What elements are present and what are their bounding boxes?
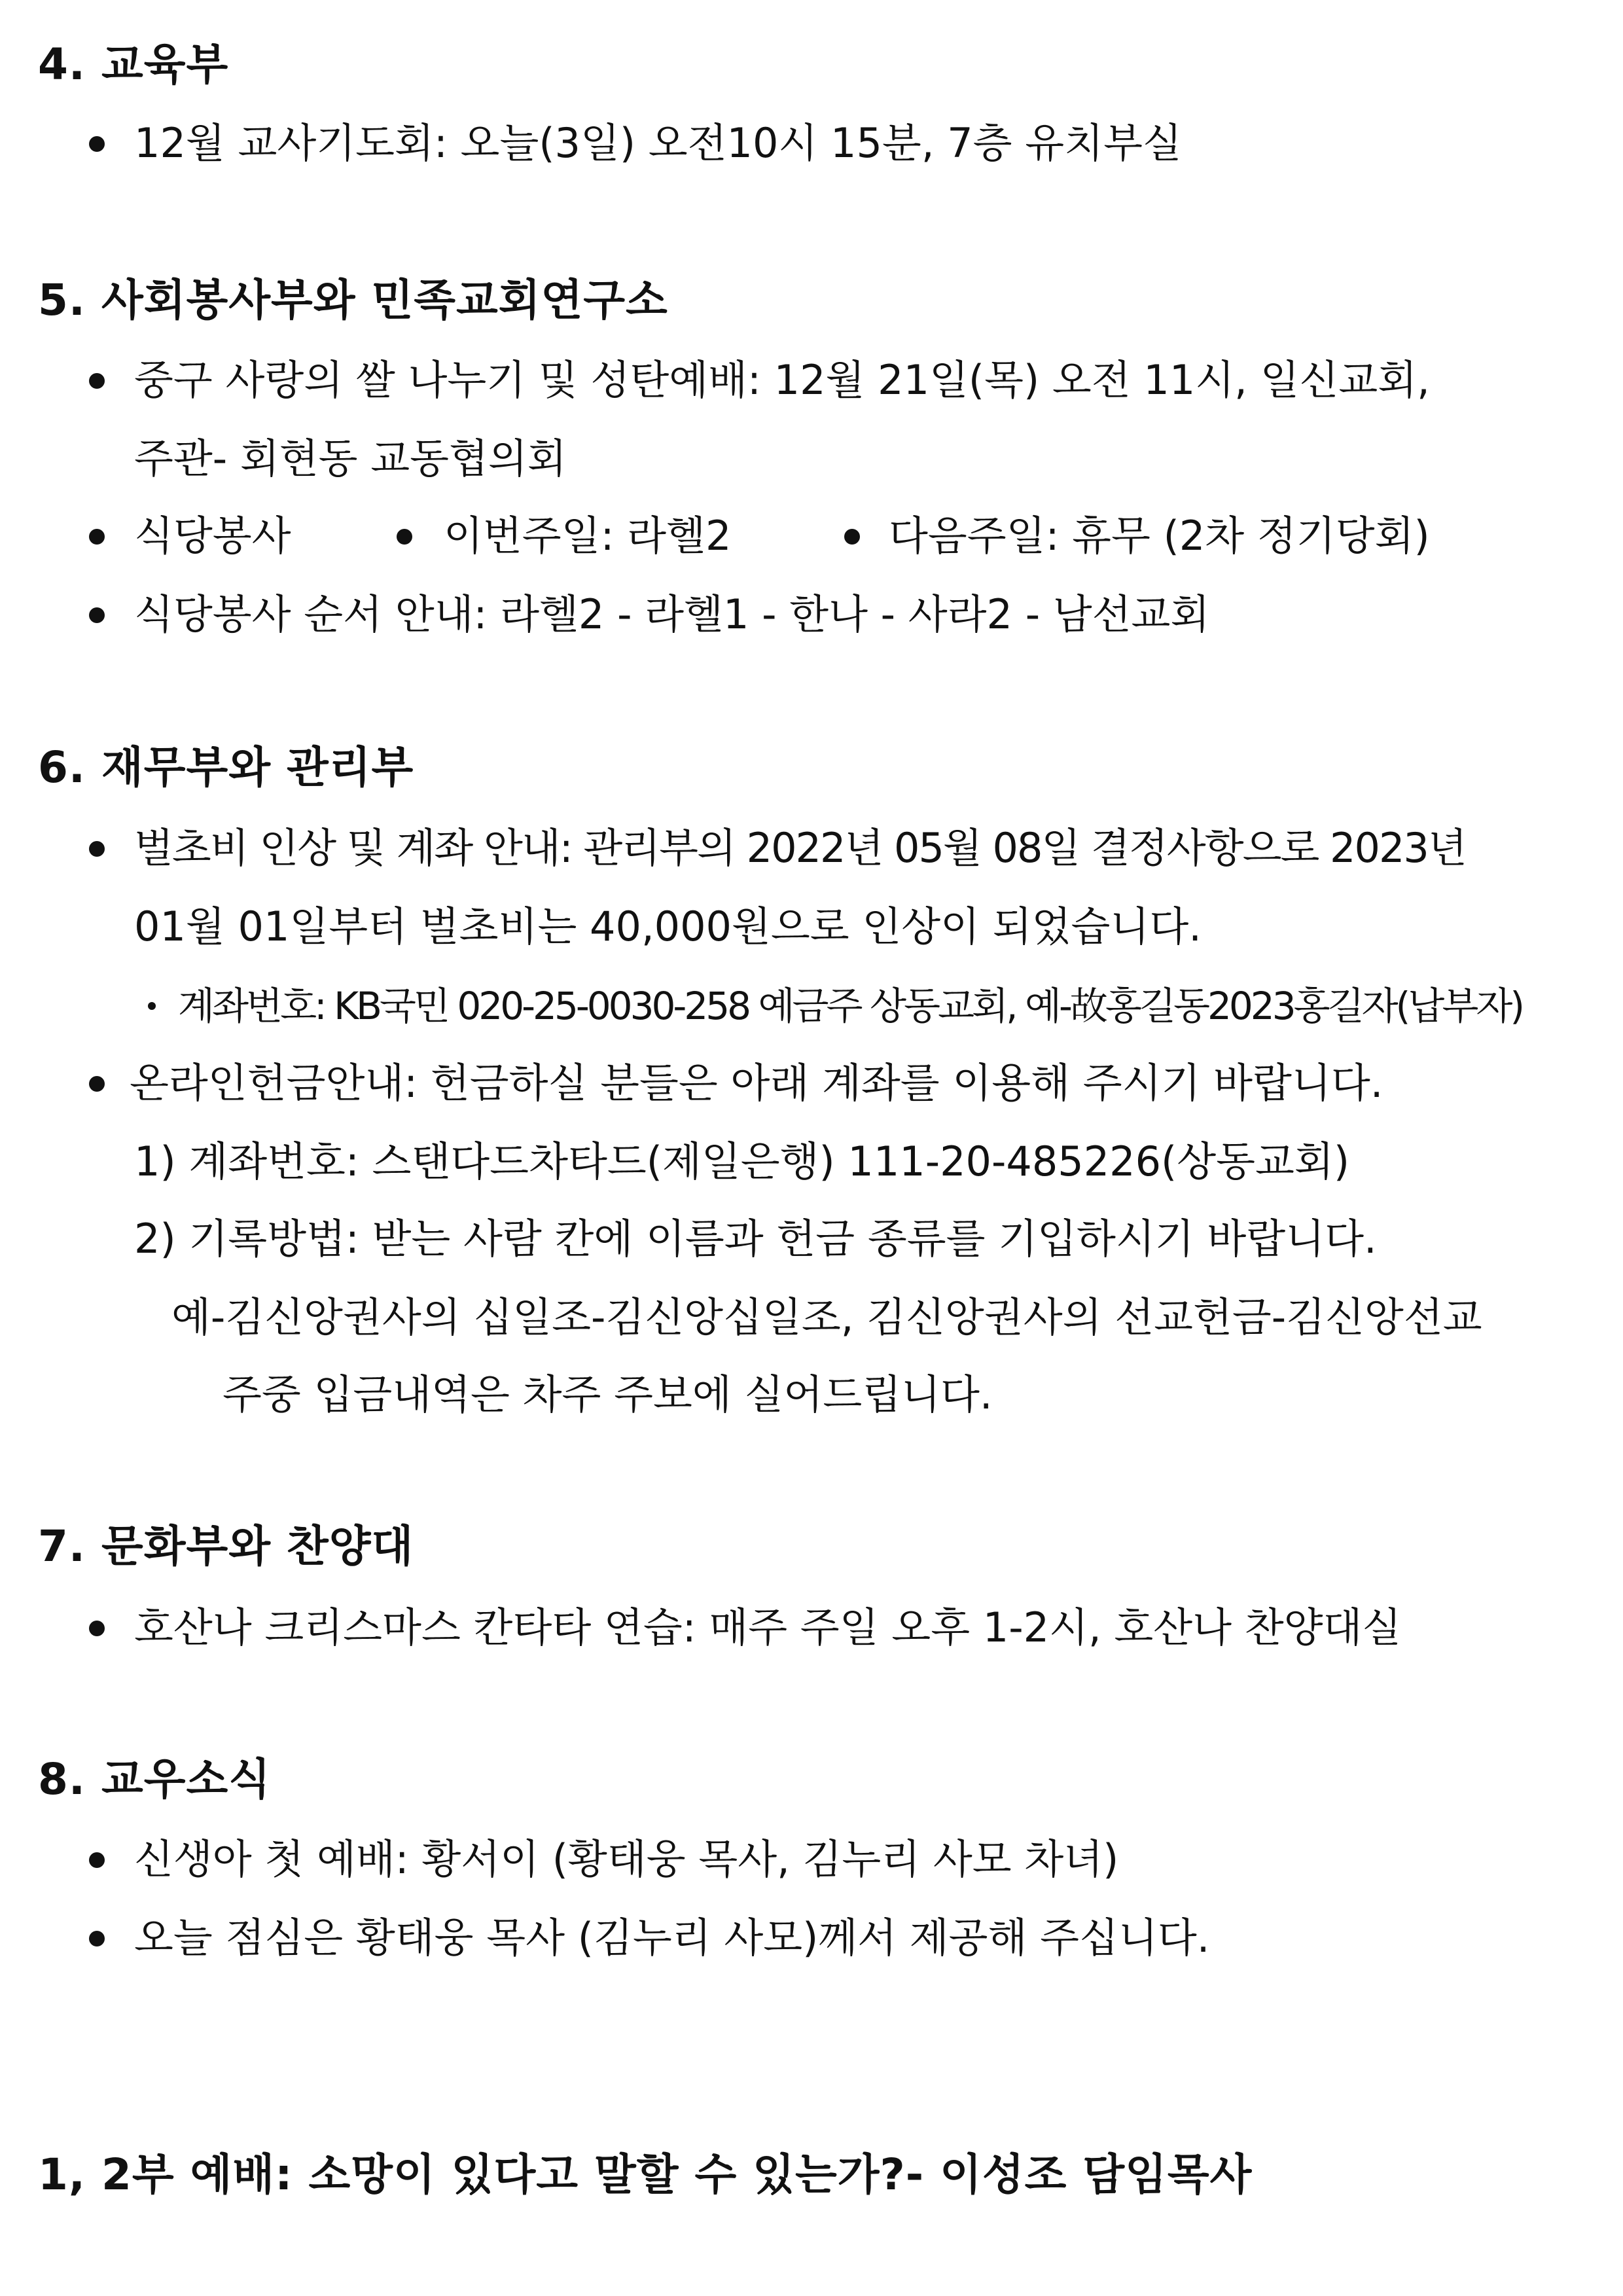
bullet: [89, 1621, 105, 1636]
offering-account-line: 1) 계좌번호: 스탠다드차타드(제일은행) 111-20-485226(상동교회): [134, 1138, 1350, 1185]
offering-example-line: 예-김신앙권사의 십일조-김신앙십일조, 김신앙권사의 선교헌금-김신앙선교: [171, 1293, 1482, 1341]
bullet: [844, 529, 860, 545]
offering-method-line: 2) 기록방법: 받는 사람 칸에 이름과 헌금 종류를 기입하시기 바랍니다.: [134, 1215, 1377, 1263]
cantata-practice-line: 호산나 크리스마스 칸타타 연습: 매주 주일 오후 1-2시, 호산나 찬양대실: [134, 1604, 1402, 1651]
fee-notice-line: 벌초비 인상 및 계좌 안내: 관리부의 2022년 05월 08일 결정사항으로 2023년: [134, 824, 1466, 872]
bullet: [89, 607, 105, 623]
education-prayer-line: 12월 교사기도회: 오늘(3일) 오전10시 15분, 7층 유치부실: [134, 119, 1182, 167]
section-heading-finance: 6. 재무부와 관리부: [38, 742, 414, 793]
rice-sharing-line: 중구 사랑의 쌀 나누기 및 성탄예배: 12월 21일(목) 오전 11시, 일신교회,: [134, 356, 1430, 404]
this-week-service: 이번주일: 라헬2: [444, 512, 732, 560]
sermon-title: 1, 2부 예배: 소망이 있다고 말할 수 있는가?- 이성조 담임목사: [38, 2149, 1253, 2200]
section-heading-member-news: 8. 교우소식: [38, 1754, 271, 1804]
rice-sharing-host-line: 주관- 회현동 교동협의회: [134, 435, 567, 482]
cafeteria-service-label: 식당봉사: [134, 512, 291, 560]
middle-dot: [148, 1002, 156, 1010]
online-offering-line: 온라인헌금안내: 헌금하실 분들은 아래 계좌를 이용해 주시기 바랍니다.: [130, 1059, 1383, 1107]
bullet: [89, 841, 105, 857]
section-heading-social-service: 5. 사회봉사부와 민족교회연구소: [38, 275, 668, 325]
lunch-provider-line: 오늘 점심은 황태웅 목사 (김누리 사모)께서 제공해 주십니다.: [134, 1914, 1210, 1962]
newborn-worship-line: 신생아 첫 예배: 황서이 (황태웅 목사, 김누리 사모 차녀): [134, 1835, 1119, 1883]
bullet: [89, 136, 105, 152]
bullet: [89, 1076, 105, 1092]
deposit-notice-line: 주중 입금내역은 차주 주보에 실어드립니다.: [223, 1371, 993, 1418]
bullet: [89, 1931, 105, 1946]
service-order-line: 식당봉사 순서 안내: 라헬2 - 라헬1 - 한나 - 사라2 - 남선교회: [134, 590, 1210, 638]
bullet: [397, 529, 412, 545]
fee-notice-line-2: 01월 01일부터 벌초비는 40,000원으로 인상이 되었습니다.: [134, 903, 1202, 950]
bullet: [89, 373, 105, 389]
section-heading-education: 4. 교육부: [38, 39, 229, 90]
bullet: [89, 1852, 105, 1868]
next-week-service: 다음주일: 휴무 (2차 정기당회): [889, 512, 1430, 560]
section-heading-culture: 7. 문화부와 찬양대: [38, 1521, 414, 1571]
fee-account-line: 계좌번호: KB국민 020-25-0030-258 예금주 상동교회, 예-故홍길동2023홍길자(납부자): [178, 984, 1523, 1028]
bullet: [89, 529, 105, 545]
